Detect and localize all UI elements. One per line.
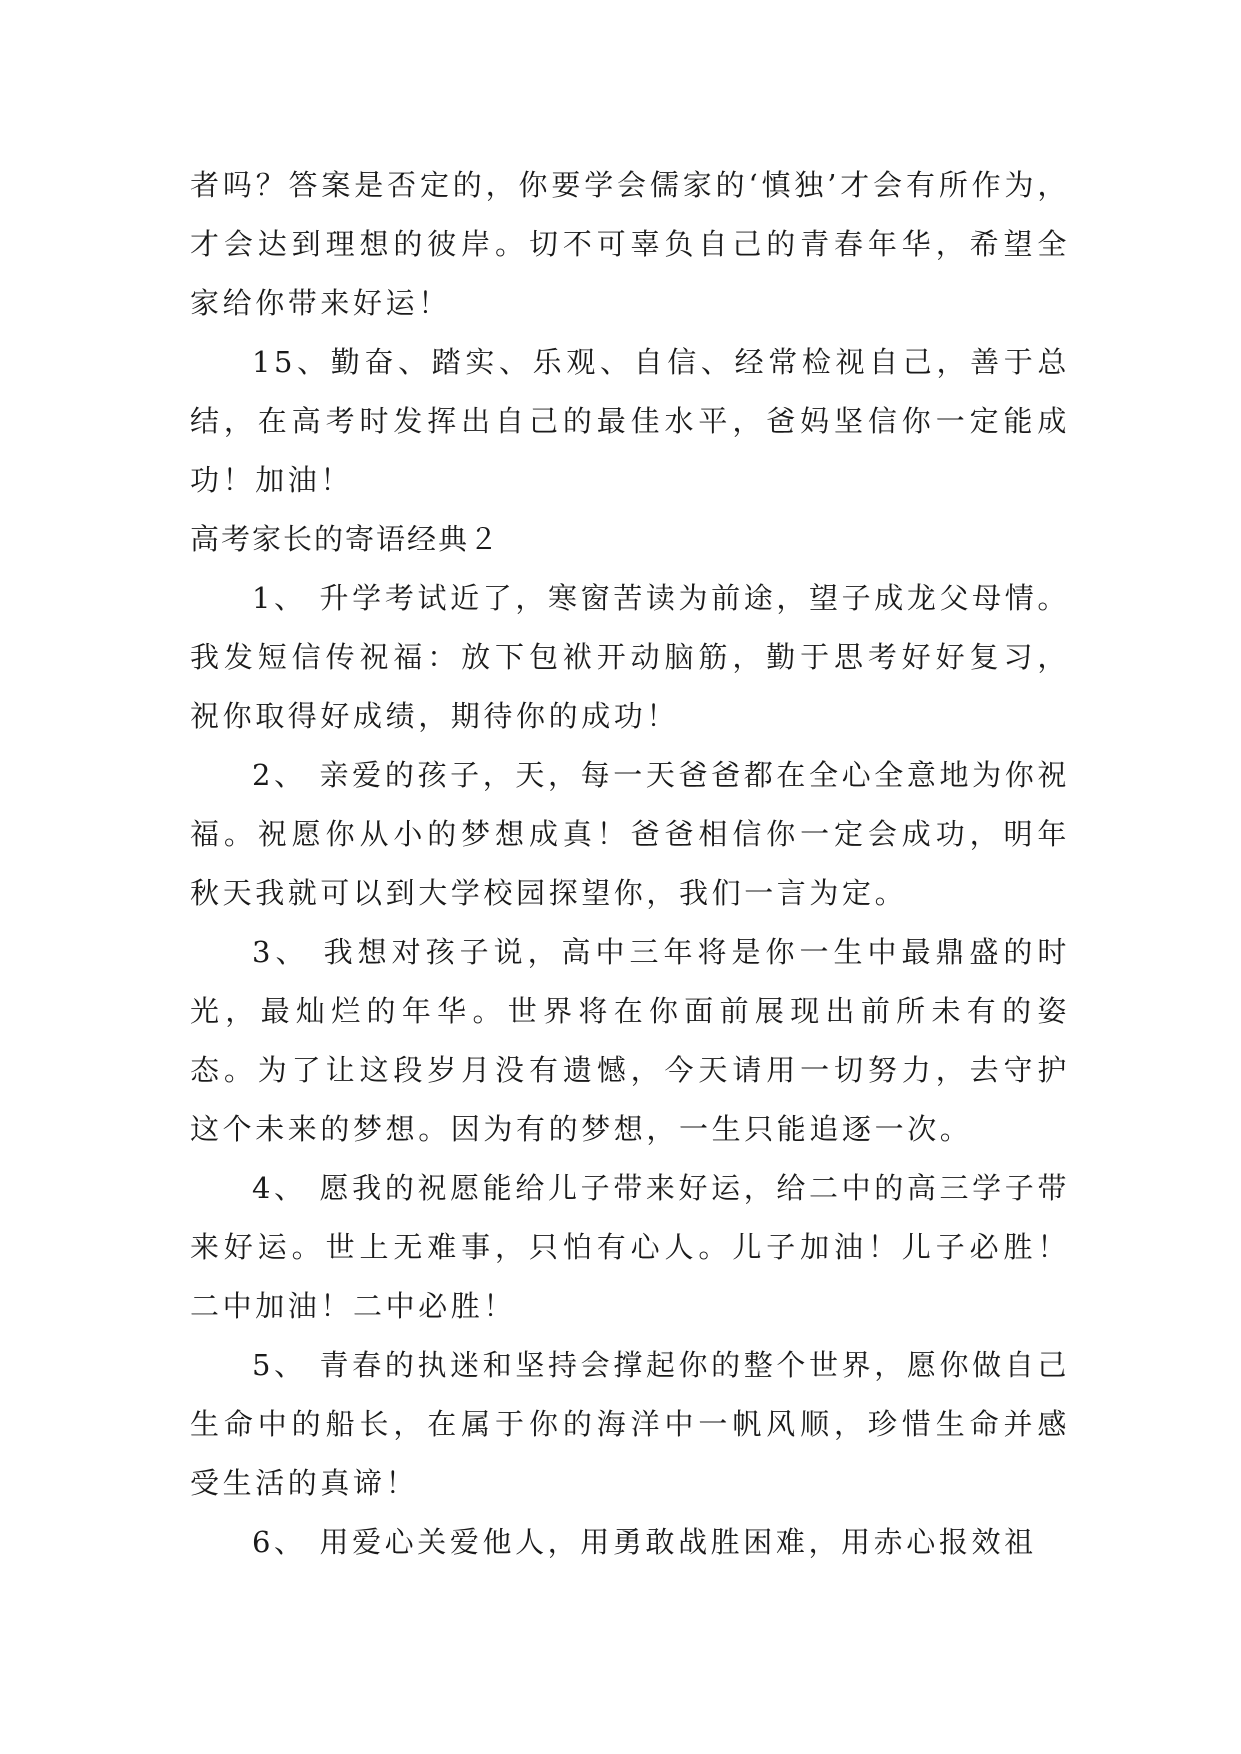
paragraph-item-4: 4、 愿我的祝愿能给儿子带来好运，给二中的高三学子带来好运。世上无难事，只怕有心人。儿子加油！儿子必胜！二中加油！二中必胜！ xyxy=(190,1171,1070,1323)
paragraph-item-5: 5、 青春的执迷和坚持会撑起你的整个世界，愿你做自己生命中的船长，在属于你的海洋中一帆风顺，珍惜生命并感受生活的真谛！ xyxy=(190,1348,1070,1500)
paragraph-item-2: 2、 亲爱的孩子，天，每一天爸爸都在全心全意地为你祝福。祝愿你从小的梦想成真！爸爸相信你一定会成功，明年秋天我就可以到大学校园探望你，我们一言为定。 xyxy=(190,758,1070,910)
document-body xyxy=(190,156,1070,1572)
paragraph-item-3: 3、 我想对孩子说，高中三年将是你一生中最鼎盛的时光，最灿烂的年华。世界将在你面前展现出前所未有的姿态。为了让这段岁月没有遗憾，今天请用一切努力，去守护这个未来的梦想。因为有的梦想，一生只能追逐一次。 xyxy=(190,935,1070,1146)
paragraph-item-6: 6、 用爱心关爱他人，用勇敢战胜困难，用赤心报效祖 xyxy=(252,1525,1037,1559)
paragraph-item-1: 1、 升学考试近了，寒窗苦读为前途，望子成龙父母情。我发短信传祝福：放下包袱开动脑筋，勤于思考好好复习，祝你取得好成绩，期待你的成功！ xyxy=(190,581,1070,733)
paragraph-item-15: 15、勤奋、踏实、乐观、自信、经常检视自己，善于总结，在高考时发挥出自己的最佳水平，爸妈坚信你一定能成功！加油！ xyxy=(190,345,1070,497)
section-heading: 高考家长的寄语经典２ xyxy=(190,522,501,556)
paragraph-continued: 者吗？答案是否定的，你要学会儒家的‘慎独’才会有所作为，才会达到理想的彼岸。切不可辜负自己的青春年华，希望全家给你带来好运！ xyxy=(190,168,1070,320)
